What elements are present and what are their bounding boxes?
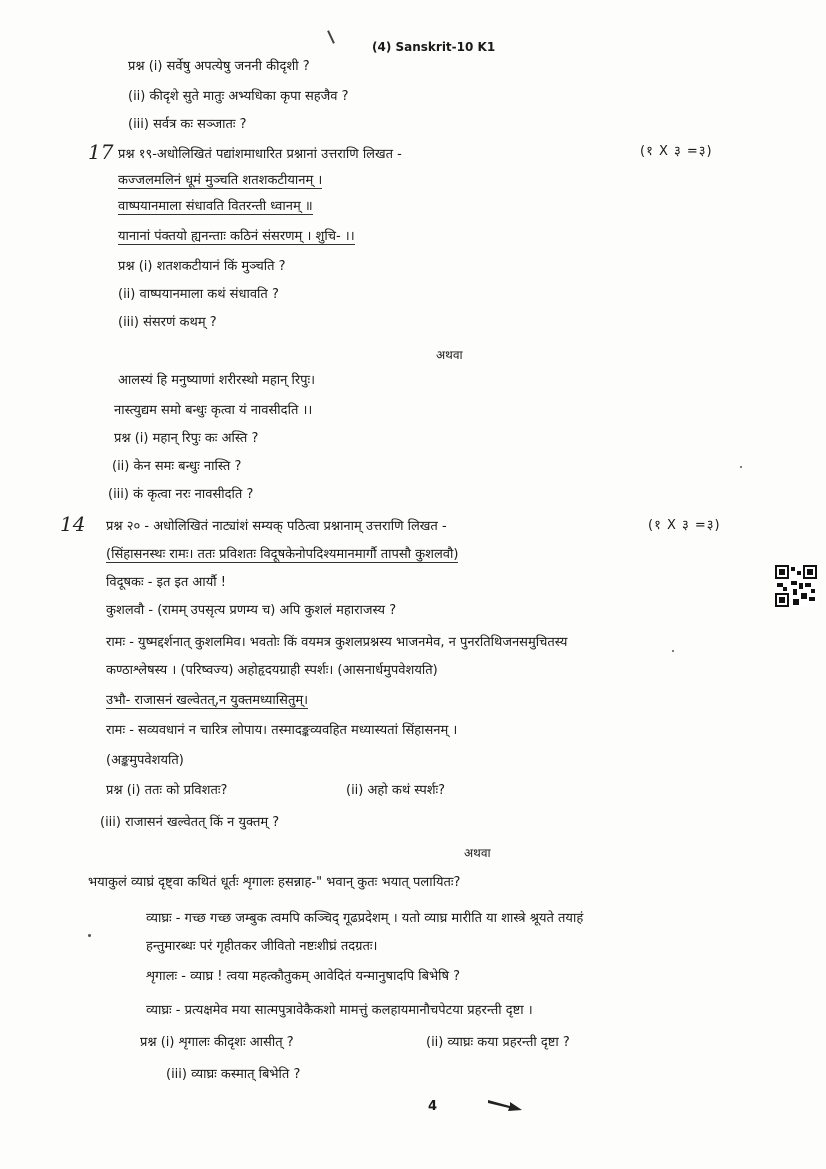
story-line-1: भयाकुलं व्याघ्रं दृष्ट्वा कथितं धूर्तः शृगालः हसन्नाह-" भवान् कुतः भयात् पलायितः? xyxy=(88,875,461,890)
handwritten-q20-number: 14 xyxy=(60,512,86,536)
qr-code-icon xyxy=(775,565,817,607)
verse-question-1: प्रश्न (i) महान् रिपुः कः अस्ति ? xyxy=(114,431,259,446)
dialogue-line-5-text: उभौ- राजासनं खल्वेतत्,न युक्तमध्यासितुम्। xyxy=(106,693,309,708)
verse-question-3: (iii) कं कृत्वा नरः नावसीदति ? xyxy=(108,487,254,502)
poem-line-1-text: कज्जलमलिनं धूमं मुञ्चति शतशकटीयानम् । xyxy=(118,173,323,188)
scan-speck xyxy=(740,466,742,468)
poem-line-2 xyxy=(118,198,313,216)
dialogue-line-5 xyxy=(106,692,308,710)
pen-mark xyxy=(327,30,335,44)
story-line-5: व्याघ्रः - प्रत्यक्षमेव मया सात्मपुत्रावेकैकशो मामत्तुं कलहायमानौचपेटया प्रहरन्ती दृष्टा । xyxy=(146,1003,533,1018)
story-question-1: प्रश्न (i) शृगालः कीदृशः आसीत् ? xyxy=(140,1035,294,1050)
arrow-mark-icon xyxy=(488,1098,522,1112)
athava-divider-1: अथवा xyxy=(436,348,463,362)
poem-line-1 xyxy=(118,172,322,190)
q18-question-3: (iii) सर्वत्र कः सञ्जातः ? xyxy=(128,117,247,132)
dialogue-stage-direction xyxy=(106,546,458,564)
story-question-2: (ii) व्याघ्रः कया प्रहरन्ती दृष्टा ? xyxy=(426,1035,570,1050)
q18-question-1: प्रश्न (i) सर्वेषु अपत्येषु जननी कीदृशी ? xyxy=(128,59,310,74)
scan-speck xyxy=(88,934,91,937)
story-line-2: व्याघ्रः - गच्छ गच्छ जम्बुक त्वमपि कञ्चिद् गूढप्रदेशम् । यतो व्याघ्र मारीति या शास्त्रे श्रूयते तयाहं xyxy=(146,911,584,926)
story-line-3: हन्तुमारब्धः परं गृहीतकर जीवितो नष्टःशीघ्रं तदग्रतः। xyxy=(146,939,378,954)
verse-line-1: आलस्यं हि मनुष्याणां शरीरस्थो महान् रिपुः। xyxy=(118,373,316,388)
q18-question-2: (ii) कीदृशे सुते मातुः अभ्यधिका कृपा सहजैव ? xyxy=(128,89,349,104)
story-question-3: (iii) व्याघ्रः कस्मात् बिभेति ? xyxy=(166,1067,301,1082)
dialogue-line-4: कण्ठाश्लेषस्य । (परिष्वज्य) अहोहृदयग्राही स्पर्शः। (आसनार्धमुपवेशयति) xyxy=(106,663,438,678)
dialogue-question-2: (ii) अहो कथं स्पर्शः? xyxy=(346,783,446,798)
dialogue-question-3: (iii) राजासनं खल्वेतत् किं न युक्तम् ? xyxy=(100,815,280,830)
q20-marks: (१ X ३ =३) xyxy=(648,518,721,533)
poem-line-3 xyxy=(118,228,355,246)
dialogue-question-1: प्रश्न (i) ततः को प्रविशतः? xyxy=(106,783,228,798)
poem-question-2: (ii) वाष्पयानमाला कथं संधावति ? xyxy=(118,287,279,302)
dialogue-line-7: (अङ्कमुपवेशयति) xyxy=(106,753,184,768)
handwritten-q19-number: 17 xyxy=(88,140,114,164)
dialogue-line-1: विदूषकः - इत इत आर्यौ ! xyxy=(106,575,226,590)
q19-marks: (१ X ३ =३) xyxy=(640,144,713,159)
scan-speck xyxy=(672,650,674,652)
story-line-4: शृगालः - व्याघ्र ! त्वया महत्कौतुकम् आवेदितं यन्मानुषादपि बिभेषि ? xyxy=(146,969,461,984)
poem-question-1: प्रश्न (i) शतशकटीयानं किं मुञ्चति ? xyxy=(118,259,286,274)
verse-line-2: नास्त्युद्यम समो बन्धुः कृत्वा यं नावसीदति ।। xyxy=(114,403,313,418)
dialogue-line-3: रामः - युष्मद्दर्शनात् कुशलमिव। भवतोः किं वयमत्र कुशलप्रश्नस्य भाजनमेव, न पुनरतिथिजनसमुचितस्य xyxy=(106,635,568,650)
q19-heading: प्रश्न १९-अधोलिखितं पद्यांशमाधारित प्रश्नानां उत्तराणि लिखत - xyxy=(118,147,402,162)
page-header: (4) Sanskrit-10 K1 xyxy=(372,40,496,54)
verse-question-2: (ii) केन समः बन्धुः नास्ति ? xyxy=(112,459,242,474)
dialogue-line-2: कुशलवौ - (रामम् उपसृत्य प्रणम्य च) अपि कुशलं महाराजस्य ? xyxy=(106,603,397,618)
poem-line-3-text: यानानां पंक्तयो ह्यनन्ताः कठिनं संसरणम् । शुचि- ।। xyxy=(118,229,355,244)
dialogue-line-6: रामः - सव्यवधानं न चारित्र लोपाय। तस्मादङ्कव्यवहित मध्यास्यतां सिंहासनम् । xyxy=(106,723,458,738)
poem-question-3: (iii) संसरणं कथम् ? xyxy=(118,315,217,330)
q20-heading: प्रश्न २० - अधोलिखितं नाट्यांशं सम्यक् पठित्वा प्रश्नानाम् उत्तराणि लिखत - xyxy=(106,519,447,534)
dialogue-stage-direction-text: (सिंहासनस्थः रामः। ततः प्रविशतः विदूषकेनोपदिश्यमानमार्गौ तापसौ कुशलवौ) xyxy=(106,547,459,562)
poem-line-2-text: वाष्पयानमाला संधावति वितरन्ती ध्वानम् ॥ xyxy=(118,199,313,214)
page-number: 4 xyxy=(428,1099,438,1114)
athava-divider-2: अथवा xyxy=(464,846,491,860)
